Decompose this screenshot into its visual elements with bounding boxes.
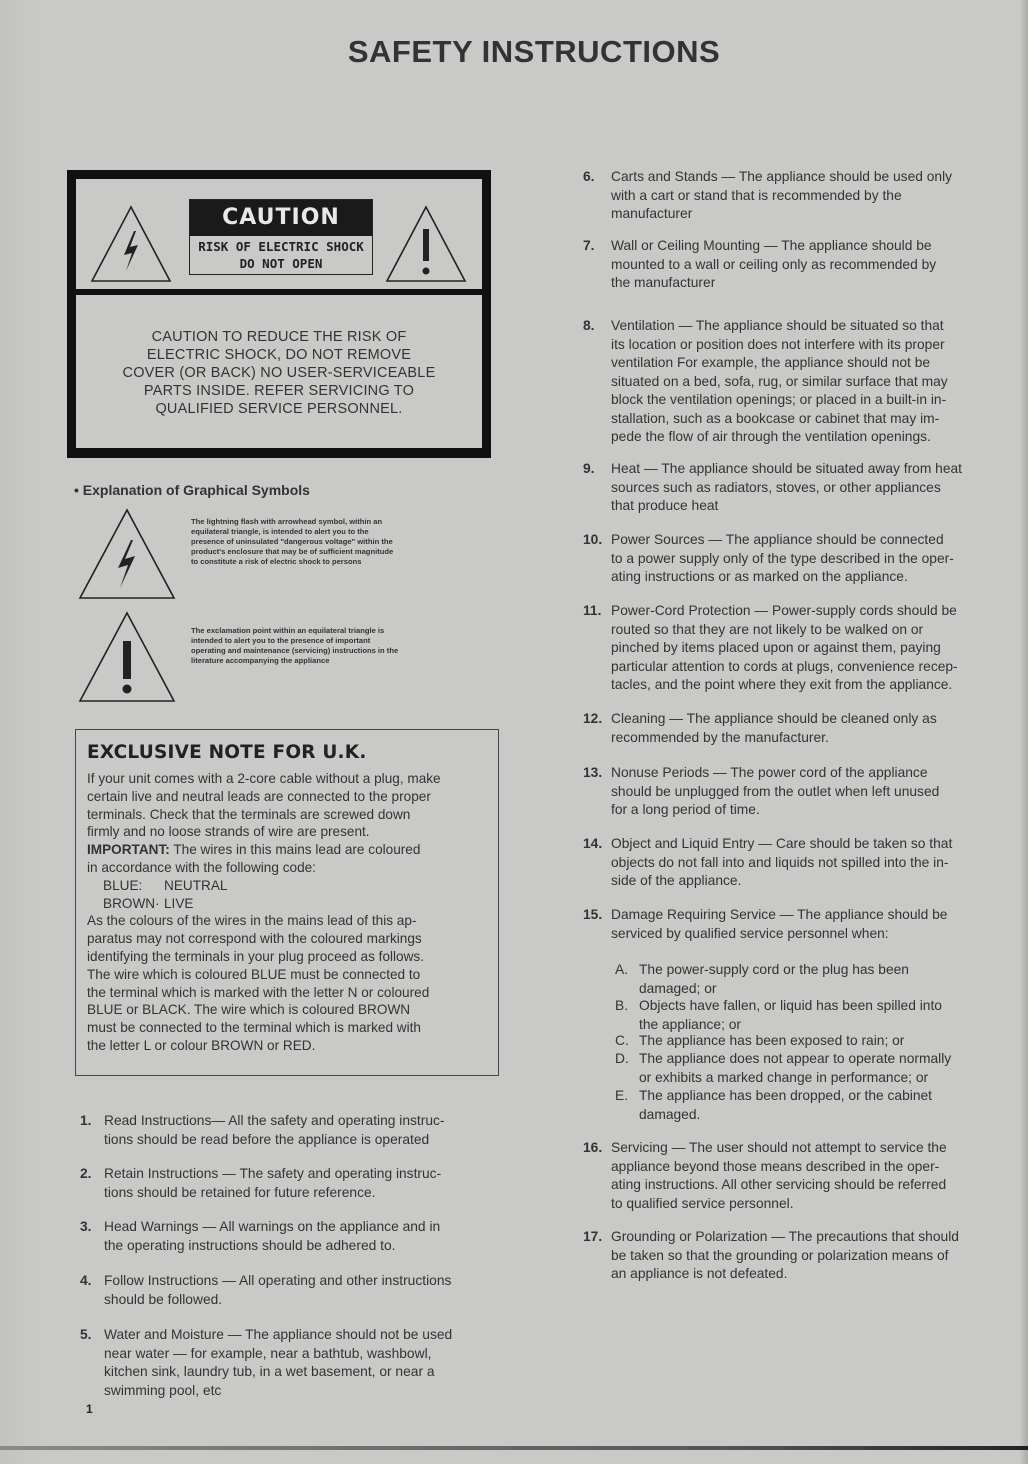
- instruction-text: [611, 168, 1013, 224]
- explanation-line: equilateral triangle, is intended to alert you to the: [191, 527, 369, 536]
- uk-note-line: BLUE or BLACK. The wire which is coloured BROWN: [87, 1002, 411, 1018]
- instruction-line: with a cart or stand that is recommended by the: [611, 187, 902, 203]
- condition-letter: D.: [615, 1051, 629, 1066]
- instruction-line: mounted to a wall or ceiling only as recommended by: [611, 256, 937, 272]
- instruction-text: [611, 317, 1013, 447]
- exclamation-explanation: [191, 626, 491, 666]
- instruction-line: the operating instructions should be adhered to.: [104, 1237, 396, 1253]
- instruction-text: [104, 1326, 500, 1400]
- damage-condition-item: [615, 961, 1007, 998]
- instruction-item: [583, 602, 1013, 695]
- uk-note-line: terminals. Check that the terminals are screwed down: [87, 806, 411, 822]
- instruction-item: [583, 710, 1013, 747]
- instruction-line: pede the flow of air through the ventilation openings.: [611, 429, 931, 444]
- instruction-line: side of the appliance.: [611, 873, 742, 888]
- uk-note-line: identifying the terminals in your plug proceed as follows.: [87, 948, 425, 964]
- instruction-text: [611, 1139, 1013, 1213]
- instruction-line: should be unplugged from the outlet when left unused: [611, 783, 940, 799]
- exclamation-warning-icon: [385, 205, 467, 283]
- instruction-text: [611, 531, 1013, 587]
- explanation-line: product's enclosure that may be of sufficient magnitude: [191, 547, 394, 556]
- instruction-item: [80, 1272, 500, 1309]
- instruction-line: Power Sources — The appliance should be connected: [611, 532, 944, 547]
- instruction-line: stallation, such as a bookcase or cabinet that may im-: [611, 410, 940, 426]
- instruction-item: [583, 531, 1013, 587]
- caution-text-line: PARTS INSIDE. REFER SERVICING TO: [143, 383, 415, 399]
- instruction-number: 12.: [583, 711, 603, 726]
- instruction-text: [611, 237, 1013, 293]
- instruction-line: Damage Requiring Service — The appliance should be: [611, 907, 948, 922]
- instruction-text: [611, 906, 1013, 943]
- explanation-line: literature accompanying the appliance: [191, 656, 330, 665]
- explanation-heading: • Explanation of Graphical Symbols: [74, 482, 310, 498]
- condition-text: [639, 1050, 951, 1087]
- condition-letter: E.: [615, 1088, 629, 1103]
- uk-note-title: EXCLUSIVE NOTE FOR U.K.: [87, 742, 367, 763]
- instruction-number: 5.: [80, 1327, 92, 1342]
- caution-heading: CAUTION: [190, 200, 372, 236]
- instruction-item: [80, 1326, 500, 1400]
- caution-text-line: COVER (OR BACK) NO USER-SERVICEABLE: [122, 365, 436, 381]
- uk-note-important: [87, 841, 486, 859]
- instruction-line: recommended by the manufacturer.: [611, 729, 829, 745]
- explanation-line: operating and maintenance (servicing) instructions in the: [191, 646, 399, 655]
- condition-line: The power-supply cord or the plug has been: [639, 962, 909, 977]
- instruction-item: [80, 1112, 500, 1149]
- explanation-line: presence of uninsulated "dangerous voltage" within the: [191, 537, 393, 546]
- uk-note-body: [87, 770, 486, 1055]
- instruction-line: for a long period of time.: [611, 802, 760, 817]
- caution-text: [76, 328, 482, 418]
- instruction-item: [583, 835, 1013, 891]
- instruction-text: [611, 460, 1013, 516]
- condition-text: [639, 997, 942, 1034]
- uk-note-line: If your unit comes with a 2-core cable without a plug, make: [87, 771, 441, 786]
- instruction-number: 10.: [583, 532, 603, 547]
- instruction-number: 16.: [583, 1140, 603, 1155]
- damage-condition-item: [615, 1050, 1007, 1087]
- instruction-line: Object and Liquid Entry — Care should be taken so that: [611, 836, 953, 851]
- uk-note-line: in accordance with the following code:: [87, 859, 316, 875]
- condition-line: the appliance; or: [639, 1016, 742, 1032]
- caution-box: [67, 170, 491, 458]
- explanation-line: The lightning flash with arrowhead symbol, within an: [191, 517, 383, 526]
- wire-color: BLUE:: [103, 877, 143, 893]
- condition-line: Objects have fallen, or liquid has been spilled into: [639, 998, 942, 1013]
- caution-text-line: CAUTION TO REDUCE THE RISK OF: [151, 329, 407, 345]
- lightning-explanation: [191, 517, 491, 567]
- condition-line: The appliance has been dropped, or the cabinet: [639, 1088, 933, 1103]
- explanation-line: The exclamation point within an equilateral triangle is: [191, 626, 385, 635]
- instruction-item: [583, 1139, 1013, 1213]
- instruction-number: 14.: [583, 836, 603, 851]
- instruction-item: [583, 317, 1013, 447]
- condition-letter: B.: [615, 998, 629, 1013]
- condition-line: The appliance has been exposed to rain; or: [639, 1033, 905, 1048]
- instruction-line: to qualified service personnel.: [611, 1195, 794, 1211]
- instruction-item: [583, 237, 1013, 293]
- instruction-line: near water — for example, near a bathtub, washbowl,: [104, 1345, 432, 1361]
- instruction-number: 4.: [80, 1273, 92, 1288]
- instruction-line: Follow Instructions — All operating and other instructions: [104, 1273, 452, 1288]
- instruction-line: Head Warnings — All warnings on the appliance and in: [104, 1219, 441, 1234]
- condition-line: The appliance does not appear to operate normally: [639, 1051, 952, 1066]
- instruction-line: Water and Moisture — The appliance should not be used: [104, 1327, 453, 1342]
- instruction-text: [611, 835, 1013, 891]
- instruction-line: tions should be read before the appliance is operated: [104, 1131, 430, 1147]
- instruction-text: [104, 1165, 500, 1202]
- instruction-line: an appliance is not defeated.: [611, 1266, 788, 1281]
- explanation-line: intended to alert you to the presence of important: [191, 636, 371, 645]
- caution-box-top: [76, 179, 482, 289]
- instruction-line: tacles, and the point where they exit from the appliance.: [611, 677, 953, 692]
- condition-text: [639, 1032, 904, 1051]
- uk-note-line: paratus may not correspond with the coloured markings: [87, 931, 422, 947]
- important-text: The wires in this mains lead are coloured: [169, 842, 421, 858]
- instruction-line: Nonuse Periods — The power cord of the appliance: [611, 765, 928, 780]
- damage-condition-item: [615, 1087, 1007, 1124]
- caution-box-bottom: [76, 295, 482, 448]
- instruction-item: [80, 1218, 500, 1255]
- instruction-line: should be followed.: [104, 1291, 223, 1307]
- condition-line: damaged.: [639, 1106, 701, 1122]
- caution-text-line: ELECTRIC SHOCK, DO NOT REMOVE: [146, 347, 412, 363]
- instruction-line: its location or position does not interfere with its proper: [611, 336, 945, 352]
- condition-letter: C.: [615, 1033, 629, 1048]
- page-title: SAFETY INSTRUCTIONS: [347, 34, 721, 69]
- instruction-line: kitchen sink, laundry tub, in a wet basement, or near a: [104, 1364, 435, 1379]
- damage-condition-item: [615, 1032, 1007, 1051]
- uk-note-box: [75, 729, 499, 1076]
- uk-note-line: The wire which is coloured BLUE must be connected to: [87, 966, 421, 982]
- instruction-line: particular attention to cords at plugs, convenience recep-: [611, 658, 958, 674]
- condition-text: [639, 961, 909, 998]
- instruction-item: [583, 1228, 1013, 1284]
- uk-note-line: the terminal which is marked with the letter N or coloured: [87, 984, 430, 1000]
- condition-text: [639, 1087, 932, 1124]
- caution-subtext-2: DO NOT OPEN: [239, 256, 323, 271]
- wire-code-row: [87, 895, 486, 913]
- uk-note-line: the letter L or colour BROWN or RED.: [87, 1037, 316, 1053]
- instruction-line: ating instructions. All other servicing should be referred: [611, 1177, 947, 1192]
- instruction-number: 3.: [80, 1219, 92, 1234]
- instruction-number: 17.: [583, 1229, 603, 1244]
- instruction-line: ventilation For example, the appliance should not be: [611, 355, 931, 370]
- instruction-number: 8.: [583, 318, 595, 333]
- instruction-line: serviced by qualified service personnel when:: [611, 925, 889, 941]
- instruction-number: 1.: [80, 1113, 92, 1128]
- page-number: 1: [86, 1402, 93, 1416]
- wire-meaning: LIVE: [164, 895, 194, 911]
- instruction-line: Ventilation — The appliance should be situated so that: [611, 318, 944, 333]
- instruction-text: [104, 1112, 500, 1149]
- instruction-line: manufacturer: [611, 206, 693, 221]
- instruction-number: 6.: [583, 169, 595, 184]
- page-right-edge: [1020, 0, 1028, 1464]
- page-left-shade: [0, 0, 40, 1464]
- caution-label: [189, 199, 373, 275]
- instruction-number: 13.: [583, 765, 603, 780]
- lightning-warning-icon: [90, 205, 172, 283]
- instruction-line: appliance beyond those means described in the oper-: [611, 1158, 940, 1174]
- instruction-number: 7.: [583, 238, 595, 253]
- instruction-line: Retain Instructions — The safety and operating instruc-: [104, 1166, 442, 1181]
- instruction-line: situated on a bed, sofa, rug, or similar surface that may: [611, 373, 948, 389]
- instruction-line: routed so that they are not likely to be walked on or: [611, 621, 924, 637]
- instruction-line: block the ventilation openings; or placed in a built-in in-: [611, 392, 947, 407]
- instruction-text: [611, 1228, 1013, 1284]
- instruction-line: Read Instructions— All the safety and operating instruc-: [104, 1113, 445, 1128]
- instruction-number: 9.: [583, 461, 595, 476]
- exclamation-symbol-icon: [78, 611, 176, 703]
- condition-line: or exhibits a marked change in performance; or: [639, 1069, 929, 1085]
- instruction-text: [104, 1218, 500, 1255]
- instruction-number: 11.: [583, 603, 602, 618]
- instruction-line: Grounding or Polarization — The precautions that should: [611, 1229, 959, 1244]
- lightning-symbol-icon: [78, 508, 176, 600]
- uk-note-line: As the colours of the wires in the mains lead of this ap-: [87, 913, 417, 929]
- instruction-line: swimming pool, etc: [104, 1382, 222, 1398]
- caution-text-line: QUALIFIED SERVICE PERSONNEL.: [155, 401, 403, 417]
- uk-note-line: firmly and no loose strands of wire are present.: [87, 824, 370, 840]
- instruction-line: ating instructions or as marked on the appliance.: [611, 569, 908, 584]
- damage-condition-item: [615, 997, 1007, 1034]
- condition-line: damaged; or: [639, 980, 717, 996]
- instruction-item: [583, 906, 1013, 943]
- important-label: IMPORTANT:: [87, 842, 170, 858]
- instruction-item: [80, 1165, 500, 1202]
- uk-note-line: must be connected to the terminal which is marked with: [87, 1020, 421, 1036]
- instruction-text: [611, 602, 1013, 695]
- instruction-line: Carts and Stands — The appliance should be used only: [611, 169, 953, 184]
- instruction-line: Wall or Ceiling Mounting — The appliance should be: [611, 238, 932, 253]
- wire-code-row: [87, 877, 486, 895]
- instruction-line: Cleaning — The appliance should be cleaned only as: [611, 711, 937, 726]
- instruction-text: [611, 710, 1013, 747]
- instruction-item: [583, 460, 1013, 516]
- instruction-line: that produce heat: [611, 498, 719, 513]
- instruction-text: [611, 764, 1013, 820]
- instruction-line: Servicing — The user should not attempt to service the: [611, 1140, 947, 1155]
- instruction-number: 2.: [80, 1166, 92, 1181]
- explanation-line: to constitute a risk of electric shock to persons: [191, 557, 362, 566]
- instruction-text: [104, 1272, 500, 1309]
- instruction-number: 15.: [583, 907, 603, 922]
- instruction-line: Heat — The appliance should be situated away from heat: [611, 461, 963, 476]
- instruction-line: to a power supply only of the type described in the oper-: [611, 550, 954, 566]
- wire-color: BROWN·: [103, 895, 160, 911]
- instruction-line: tions should be retained for future reference.: [104, 1184, 376, 1200]
- instruction-line: Power-Cord Protection — Power-supply cords should be: [611, 603, 957, 618]
- instruction-line: pinched by items placed upon or against them, paying: [611, 640, 941, 655]
- wire-meaning: NEUTRAL: [164, 877, 228, 893]
- instruction-item: [583, 168, 1013, 224]
- instruction-line: the manufacturer: [611, 275, 716, 290]
- caution-subtext-1: RISK OF ELECTRIC SHOCK: [198, 239, 364, 254]
- bottom-rule: [0, 1446, 1028, 1450]
- condition-letter: A.: [615, 962, 629, 977]
- uk-note-line: certain live and neutral leads are connected to the proper: [87, 788, 431, 804]
- instruction-line: objects do not fall into and liquids not spilled into the in-: [611, 854, 949, 870]
- instruction-item: [583, 764, 1013, 820]
- instruction-line: be taken so that the grounding or polarization means of: [611, 1247, 949, 1263]
- instruction-line: sources such as radiators, stoves, or other appliances: [611, 479, 941, 495]
